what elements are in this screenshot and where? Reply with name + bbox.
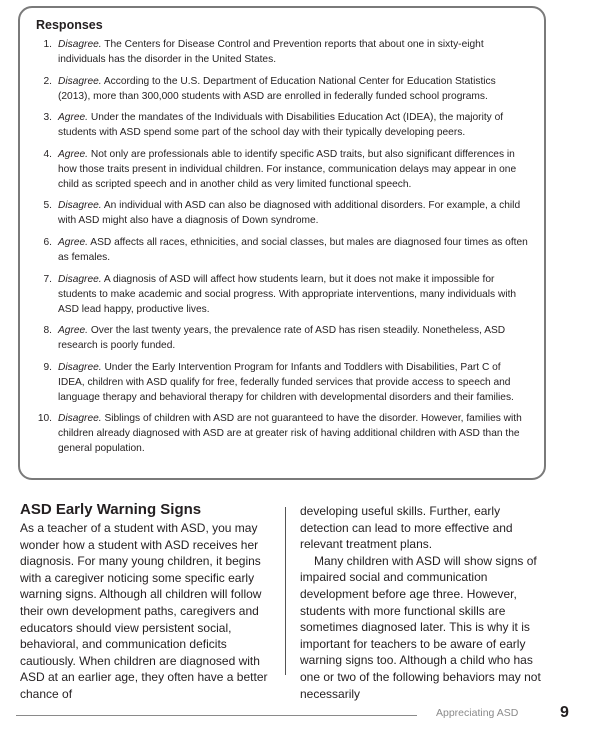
response-verdict: Disagree. bbox=[58, 413, 102, 425]
response-item bbox=[34, 198, 530, 228]
response-text: An individual with ASD can also be diagnosed with additional disorders. For example, a child with ASD might also have a diagnosis of Down syndrome. bbox=[58, 200, 521, 227]
response-item bbox=[34, 411, 530, 456]
responses-list bbox=[34, 37, 530, 456]
response-number: 2. bbox=[43, 75, 52, 87]
response-number: 7. bbox=[43, 273, 52, 285]
right-column bbox=[300, 503, 550, 702]
response-text: A diagnosis of ASD will affect how students learn, but it does not make it impossible for students to make academic and social progress. With appropriate interventions, many individuals with ASD lead happy, productive lives. bbox=[58, 273, 517, 315]
response-number: 9. bbox=[43, 361, 52, 373]
right-column-paragraph-1: developing useful skills. Further, early detection can lead to more effective and relevant treatment plans. bbox=[300, 504, 513, 552]
footer-book-title: Appreciating ASD bbox=[436, 707, 519, 719]
response-text: The Centers for Disease Control and Prevention reports that about one in sixty-eight individuals has the disorder in the United States. bbox=[58, 39, 484, 65]
response-verdict: Agree. bbox=[58, 112, 89, 124]
response-text: Not only are professionals able to identify specific ASD traits, but also significant differences in how those traits present in individual children. For instance, communication delays may appear in one child as scripted speech and in another child as very limited functional speech. bbox=[58, 148, 517, 190]
response-number: 8. bbox=[43, 325, 52, 337]
response-verdict: Disagree. bbox=[58, 39, 102, 50]
response-text: Siblings of children with ASD are not guaranteed to have the disorder. However, families with children already diagnosed with ASD are at greater risk of having additional children with ASD than the general population. bbox=[58, 413, 522, 455]
response-item bbox=[34, 74, 530, 104]
response-verdict: Disagree. bbox=[58, 273, 102, 285]
response-text: ASD affects all races, ethnicities, and social classes, but males are diagnosed four times as often as females. bbox=[58, 236, 528, 263]
left-column-text: As a teacher of a student with ASD, you may wonder how a student with ASD receives her diagnosis. For many young children, it begins with a caregiver noticing some specific early warning signs. Although all children will follow their own development paths, caregivers and educators should view persistent social, behavioral, and communication deficits cautiously. When children are diagnosed with ASD at an earlier age, they often have a better chance of bbox=[20, 521, 268, 701]
response-number: 10. bbox=[37, 413, 52, 425]
section-heading: ASD Early Warning Signs bbox=[20, 501, 202, 518]
response-number: 5. bbox=[43, 200, 52, 212]
response-item bbox=[34, 37, 530, 67]
column-divider bbox=[285, 507, 286, 675]
response-text: Over the last twenty years, the prevalence rate of ASD has risen steadily. Nonetheless, ASD research is poorly funded. bbox=[58, 325, 506, 352]
footer-rule bbox=[16, 715, 417, 716]
response-verdict: Agree. bbox=[58, 148, 89, 160]
response-text: Under the mandates of the Individuals with Disabilities Education Act (IDEA), the majority of students with ASD spend some part of the school day with their typically developing peers. bbox=[58, 112, 504, 139]
response-number: 3. bbox=[43, 112, 52, 124]
responses-box bbox=[18, 6, 546, 480]
response-text: Under the Early Intervention Program for Infants and Toddlers with Disabilities, Part C of IDEA, children with ASD qualify for free, federally funded services that provide access to speech and language therapy and behavioral therapy for children with developmental disorders and their families. bbox=[58, 361, 514, 403]
response-item bbox=[34, 147, 530, 192]
response-item bbox=[34, 235, 530, 265]
response-item bbox=[34, 110, 530, 140]
responses-title: Responses bbox=[36, 18, 103, 32]
page-number: 9 bbox=[560, 704, 569, 721]
response-verdict: Agree. bbox=[58, 325, 89, 337]
response-text: According to the U.S. Department of Education National Center for Education Statistics (2013), more than 300,000 students with ASD are enrolled in federally funded school programs. bbox=[58, 75, 496, 102]
response-verdict: Agree. bbox=[58, 236, 89, 248]
response-item bbox=[34, 272, 530, 317]
right-column-paragraph-2: Many children with ASD will show signs of impaired social and communication development before age three. However, students with more functional skills are sometimes diagnosed later. This is why it is important for teachers to be aware of early warning signs too. Although a child who has one or two of the following behaviors may not necessarily bbox=[300, 553, 541, 701]
response-verdict: Disagree. bbox=[58, 75, 102, 87]
response-number: 1. bbox=[43, 39, 52, 50]
response-number: 6. bbox=[43, 236, 52, 248]
response-number: 4. bbox=[43, 148, 52, 160]
response-item bbox=[34, 360, 530, 405]
response-verdict: Disagree. bbox=[58, 361, 102, 373]
response-verdict: Disagree. bbox=[58, 200, 102, 212]
response-item bbox=[34, 323, 530, 353]
